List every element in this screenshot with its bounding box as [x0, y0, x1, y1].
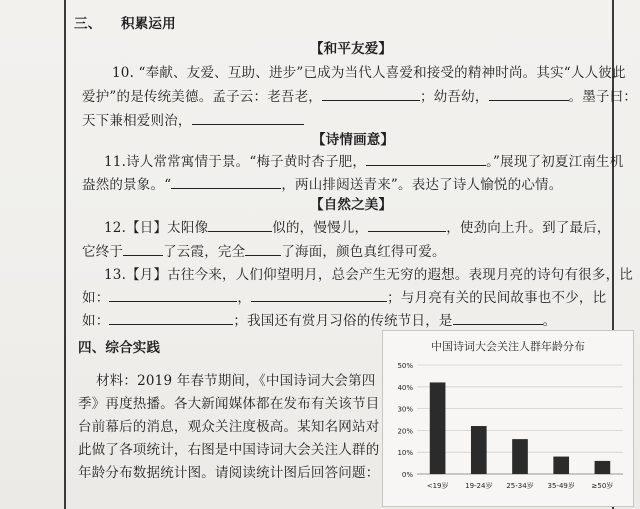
q10-text-a: 爱护”的是传统美德。孟子云：老吾老，	[82, 89, 323, 105]
material-line-5: 年龄分布数据统计图。请阅读统计图后回答问题：	[78, 465, 380, 481]
q11-blank-1[interactable]	[366, 153, 486, 166]
q11-line-1	[104, 150, 623, 170]
q12-blank-2[interactable]	[368, 219, 446, 232]
chart-x-tick-label: <19岁	[426, 482, 449, 490]
material-line-3: 台前幕后的消息，观众关注度极高。某知名网站对	[78, 419, 380, 435]
chart-bar	[595, 461, 611, 474]
material-line-2: 季》再度热播。各大新闻媒体都在发布有关该节目	[78, 396, 380, 412]
section-3-title: 积累运用	[121, 16, 176, 32]
q13-text-e: ；我国还有赏月习俗的传统节日，是	[233, 313, 453, 329]
q11-text-d: ，两山排闼送青来”。表达了诗人愉悦的心情。	[281, 177, 563, 193]
chart-y-tick-label: 30%	[397, 405, 413, 414]
q12-line-2	[82, 240, 446, 260]
chart-y-ticks	[397, 362, 413, 479]
q12-text-b: 似的，慢慢儿，	[272, 220, 369, 236]
subsection-nature-title: 【自然之美】	[310, 197, 393, 213]
chart-y-tick-label: 20%	[397, 427, 413, 436]
q10-text-b: ；幼吾幼，	[420, 89, 489, 105]
chart-bar	[512, 439, 528, 474]
q13-text-b: ，	[237, 290, 252, 306]
subsection-peace-title: 【和平友爱】	[310, 41, 393, 57]
q11-text-b: 。”展现了初夏江南生机	[486, 154, 624, 170]
q10-text-d: 天下兼相爱则治，	[82, 113, 192, 129]
q12-text-e: 了云霞，完全	[163, 244, 246, 260]
section-3-number: 三、	[74, 16, 102, 32]
q12-blank-4[interactable]	[245, 243, 281, 256]
q13-blank-1[interactable]	[109, 289, 237, 302]
q13-text-f: 。	[542, 313, 557, 329]
chart-title: 中国诗词大会关注人群年龄分布	[431, 340, 585, 353]
age-distribution-chart	[382, 330, 634, 507]
q12-text-d: 它终于	[82, 244, 124, 260]
q13-text-c: ；与月亮有关的民间故事也不少，比	[387, 290, 607, 306]
q11-blank-2[interactable]	[171, 176, 281, 189]
page-frame-left	[64, 0, 66, 509]
q12-text-a: 12.【日】太阳像	[104, 220, 209, 236]
q13-blank-3[interactable]	[109, 312, 233, 325]
chart-x-tick-label: 19-24岁	[465, 482, 493, 490]
chart-svg	[383, 331, 633, 506]
chart-y-tick-label: 10%	[397, 449, 413, 458]
q13-blank-4[interactable]	[453, 312, 543, 325]
chart-x-tick-label: 35-49岁	[547, 482, 575, 490]
chart-y-tick-label: 0%	[401, 471, 413, 479]
q11-text-c: 盎然的景象。“	[82, 177, 172, 193]
chart-y-tick-label: 40%	[397, 383, 413, 392]
subsection-poem-title: 【诗情画意】	[312, 132, 395, 148]
q10-line-3	[82, 109, 304, 129]
chart-x-tick-label: 25-34岁	[506, 482, 534, 490]
q12-blank-1[interactable]	[208, 219, 272, 232]
section-4-heading: 四、综合实践	[78, 340, 161, 356]
section-3-heading	[74, 12, 176, 32]
chart-y-tick-label: 50%	[397, 362, 413, 370]
q13-text-d: 如：	[82, 313, 110, 329]
q13-line-2	[82, 286, 606, 306]
q12-text-c: ，使劲向上升。到了最后，	[446, 220, 611, 236]
chart-bars	[430, 382, 610, 474]
q10-blank-2[interactable]	[489, 88, 569, 101]
q10-line-2	[82, 85, 637, 105]
q10-text-c: 。墨子曰：	[568, 89, 638, 105]
chart-bar	[553, 457, 569, 474]
q10-blank-1[interactable]	[322, 88, 420, 101]
chart-x-tick-label: ≥50岁	[591, 482, 614, 490]
q11-text-a: 11.诗人常常寓情于景。“梅子黄时杏子肥，	[104, 154, 367, 170]
q13-line-3	[82, 309, 556, 329]
q12-text-f: 了海面，颜色真红得可爱。	[281, 244, 446, 260]
q12-line-1	[104, 216, 611, 236]
q13-line-1: 13.【月】古往今来，人们仰望明月，总会产生无穷的遐想。表现月亮的诗句有很多，比	[104, 267, 633, 283]
chart-bar	[430, 382, 446, 474]
q12-blank-3[interactable]	[123, 243, 163, 256]
chart-bar	[471, 426, 487, 474]
chart-x-ticks	[427, 481, 614, 490]
q13-text-a: 如：	[82, 290, 110, 306]
material-line-4: 此做了各项统计，右图是中国诗词大会关注人群的	[78, 442, 380, 458]
q10-blank-3[interactable]	[192, 112, 304, 125]
material-line-1: 材料：2019 年春节期间，《中国诗词大会第四	[96, 373, 376, 389]
q13-blank-2[interactable]	[251, 289, 387, 302]
q11-line-2	[82, 173, 562, 193]
q10-line-1: 10. “奉献、友爱、互助、进步”已成为当代人喜爱和接受的精神时尚。其实“人人彼此	[112, 65, 626, 81]
